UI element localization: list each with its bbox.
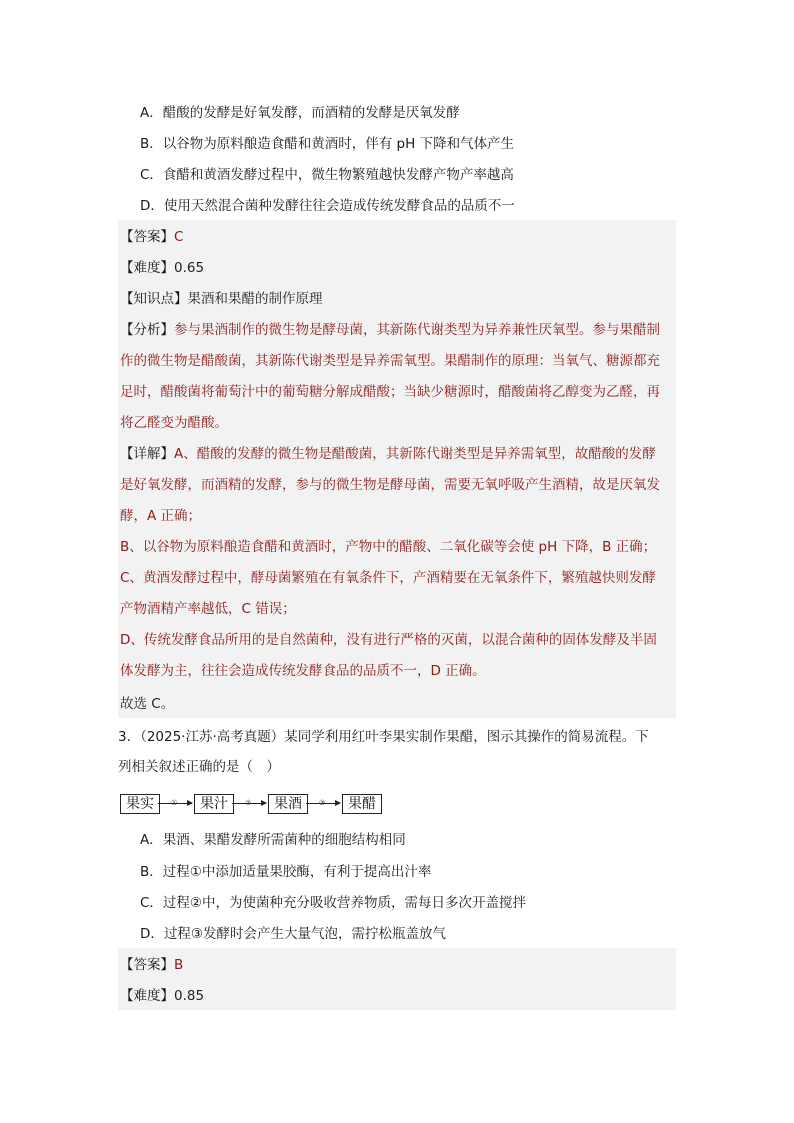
q2-detail-line-4: B、以谷物为原料酿造食醋和黄酒时，产物中的醋酸、二氧化碳等会使 pH 下降，B 正确； bbox=[120, 539, 657, 555]
q2-analysis-line-4: 将乙醛变为醋酸。 bbox=[120, 415, 228, 431]
step-2-label: ② bbox=[245, 799, 252, 807]
q2-option-c: C．食醋和黄酒发酵过程中，微生物繁殖越快发酵产物产率越高 bbox=[140, 167, 514, 183]
q3-stem-line-1: 3．（2025·江苏·高考真题）某同学利用红叶李果实制作果醋，图示其操作的简易流程。下 bbox=[118, 729, 649, 745]
flow-box-juice: 果汁 bbox=[194, 794, 234, 814]
q3-option-a: A．果酒、果醋发酵所需菌种的细胞结构相同 bbox=[140, 832, 406, 848]
q2-option-d: D．使用天然混合菌种发酵往往会造成传统发酵食品的品质不一 bbox=[140, 198, 515, 214]
q2-detail-line-1: 【详解】A、醋酸的发酵的微生物是醋酸菌，其新陈代谢类型是异养需氧型，故醋酸的发酵 bbox=[120, 446, 656, 462]
flow-box-wine: 果酒 bbox=[268, 794, 308, 814]
q2-analysis-line-1: 【分析】参与果酒制作的微生物是酵母菌，其新陈代谢类型为异养兼性厌氧型。参与果醋制 bbox=[120, 322, 660, 338]
step-1-label: ① bbox=[171, 799, 178, 807]
q2-analysis-line-2: 作的微生物是醋酸菌，其新陈代谢类型是异养需氧型。果醋制作的原理：当氧气、糖源都充 bbox=[120, 353, 660, 369]
answer-value: B bbox=[174, 957, 184, 973]
q2-detail-line-5: C、黄酒发酵过程中，酵母菌繁殖在有氧条件下，产酒精要在无氧条件下，繁殖越快则发酵 bbox=[120, 570, 656, 586]
q2-detail-line-3: 酵，A 正确； bbox=[120, 508, 202, 524]
q3-answer: 【答案】B bbox=[120, 957, 184, 973]
q2-analysis-line-3: 足时，醋酸菌将葡萄汁中的葡萄糖分解成醋酸；当缺少糖源时，醋酸菌将乙醇变为乙醛，再 bbox=[120, 384, 660, 400]
q2-detail-line-7: D、传统发酵食品所用的是自然菌种，没有进行严格的灭菌，以混合菌种的固体发酵及半固 bbox=[120, 632, 657, 648]
q3-option-c: C．过程②中，为使菌种充分吸收营养物质，需每日多次开盖搅拌 bbox=[140, 895, 527, 911]
q2-knowledge-point: 【知识点】果酒和果醋的制作原理 bbox=[120, 291, 323, 307]
flow-arrow-step-3 bbox=[306, 799, 340, 807]
flow-arrow-step-2 bbox=[232, 799, 266, 807]
flow-box-vinegar: 果醋 bbox=[342, 794, 382, 814]
difficulty-value: 0.65 bbox=[174, 260, 205, 276]
step-3-label: ③ bbox=[319, 799, 326, 807]
q2-difficulty: 【难度】0.65 bbox=[120, 260, 205, 276]
flow-arrow-step-1 bbox=[158, 799, 192, 807]
q2-detail-line-6: 产物酒精产率越低，C 错误； bbox=[120, 601, 296, 617]
q3-process-flow bbox=[118, 792, 418, 816]
flow-box-fruit: 果实 bbox=[120, 794, 160, 814]
q2-conclusion: 故选 C。 bbox=[120, 696, 175, 712]
q3-stem-line-2: 列相关叙述正确的是（ ） bbox=[118, 759, 280, 775]
q3-option-d: D．过程③发酵时会产生大量气泡，需拧松瓶盖放气 bbox=[140, 926, 446, 942]
answer-value: C bbox=[174, 229, 184, 245]
difficulty-value: 0.85 bbox=[174, 988, 205, 1004]
q2-option-a: A．醋酸的发酵是好氧发酵，而酒精的发酵是厌氧发酵 bbox=[140, 105, 460, 121]
knowledge-value: 果酒和果醋的制作原理 bbox=[187, 291, 323, 307]
q2-detail-line-8: 体发酵为主，往往会造成传统发酵食品的品质不一，D 正确。 bbox=[120, 663, 486, 679]
q3-option-b: B．过程①中添加适量果胶酶，有利于提高出汁率 bbox=[140, 864, 432, 880]
q2-answer: 【答案】C bbox=[120, 229, 184, 245]
q3-difficulty: 【难度】0.85 bbox=[120, 988, 205, 1004]
q2-option-b: B．以谷物为原料酿造食醋和黄酒时，伴有 pH 下降和气体产生 bbox=[140, 136, 515, 152]
q2-detail-line-2: 是好氧发酵，而酒精的发酵，参与的微生物是酵母菌，需要无氧呼吸产生酒精，故是厌氧发 bbox=[120, 477, 660, 493]
